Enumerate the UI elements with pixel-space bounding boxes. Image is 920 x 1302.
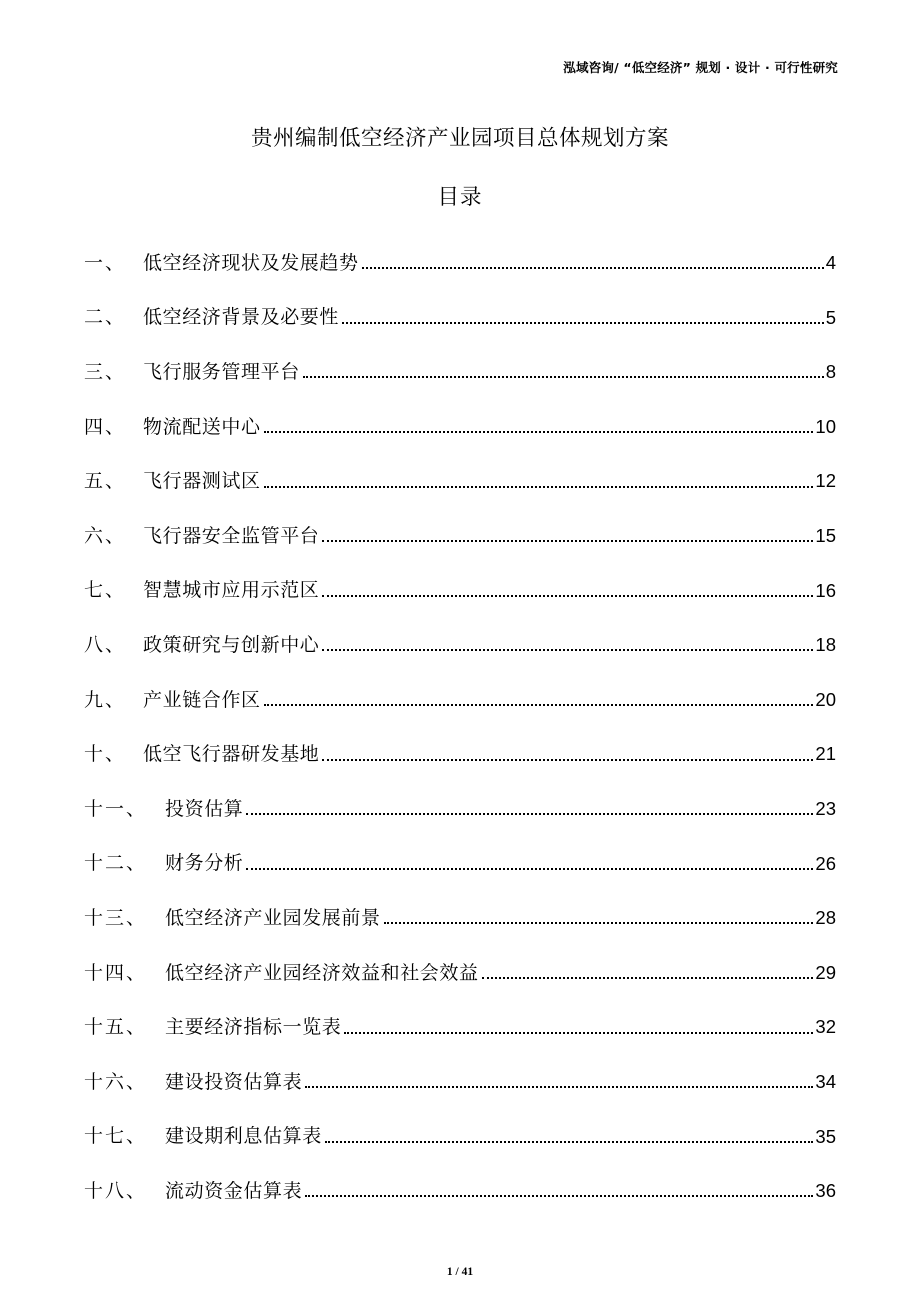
toc-entry[interactable] bbox=[84, 837, 836, 892]
toc-entry-title: 低空飞行器研发基地 bbox=[143, 743, 320, 766]
toc-entry-title: 低空经济产业园经济效益和社会效益 bbox=[165, 961, 479, 984]
toc-dot-leader bbox=[305, 1195, 813, 1197]
toc-entry-page: 29 bbox=[815, 961, 836, 983]
toc-entry-page: 10 bbox=[815, 415, 836, 437]
toc-dot-leader bbox=[322, 540, 813, 542]
toc-entry-title: 财务分析 bbox=[165, 852, 244, 875]
toc-entry[interactable] bbox=[84, 891, 836, 946]
toc-entry[interactable] bbox=[84, 236, 836, 291]
toc-entry[interactable] bbox=[84, 673, 836, 728]
toc-dot-leader bbox=[305, 1086, 813, 1088]
toc-entry-number: 六、 bbox=[84, 524, 127, 547]
toc-entry[interactable] bbox=[84, 727, 836, 782]
toc-entry-title: 飞行器测试区 bbox=[143, 470, 261, 493]
toc-entry-page: 35 bbox=[815, 1125, 836, 1147]
toc-entry-number: 四、 bbox=[84, 415, 127, 438]
toc-entry-title: 流动资金估算表 bbox=[165, 1179, 303, 1202]
toc-entry-page: 18 bbox=[815, 634, 836, 656]
toc-entry-number: 九、 bbox=[84, 688, 127, 711]
toc-entry-number: 十八、 bbox=[84, 1179, 148, 1202]
toc-entry-page: 8 bbox=[825, 361, 836, 383]
toc-entry-title: 产业链合作区 bbox=[143, 688, 261, 711]
toc-entry-page: 21 bbox=[815, 743, 836, 765]
toc-dot-leader bbox=[344, 1032, 813, 1034]
toc-entry[interactable] bbox=[84, 1055, 836, 1110]
toc-entry-number: 十六、 bbox=[84, 1070, 148, 1093]
toc-entry-title: 主要经济指标一览表 bbox=[165, 1016, 342, 1039]
toc-entry-title: 低空经济背景及必要性 bbox=[143, 306, 340, 329]
toc-entry-number: 十、 bbox=[84, 743, 127, 766]
toc-entry-page: 20 bbox=[815, 688, 836, 710]
toc-entry-page: 4 bbox=[825, 252, 836, 274]
toc-dot-leader bbox=[264, 431, 814, 433]
toc-entry-title: 低空经济产业园发展前景 bbox=[165, 906, 381, 929]
toc-entry-page: 36 bbox=[815, 1180, 836, 1202]
toc-entry-page: 5 bbox=[825, 306, 836, 328]
toc-dot-leader bbox=[246, 813, 813, 815]
toc-entry-page: 26 bbox=[815, 852, 836, 874]
toc-heading: 目录 bbox=[437, 185, 483, 210]
toc-entry-number: 十四、 bbox=[84, 961, 148, 984]
toc-entry-number: 十二、 bbox=[84, 852, 148, 875]
toc-entry-title: 政策研究与创新中心 bbox=[143, 633, 320, 656]
toc-dot-leader bbox=[482, 977, 814, 979]
toc-entry-page: 34 bbox=[815, 1070, 836, 1092]
toc-entry[interactable] bbox=[84, 1000, 836, 1055]
toc-entry-page: 32 bbox=[815, 1016, 836, 1038]
toc-dot-leader bbox=[246, 868, 813, 870]
toc-entry-number: 十一、 bbox=[84, 797, 148, 820]
toc-entry-number: 八、 bbox=[84, 633, 127, 656]
toc-entry-page: 15 bbox=[815, 525, 836, 547]
toc-entry-number: 五、 bbox=[84, 470, 127, 493]
toc-entry-number: 十七、 bbox=[84, 1125, 148, 1148]
page-number: 1 / 41 bbox=[446, 1266, 474, 1278]
toc-entry-number: 二、 bbox=[84, 306, 127, 329]
toc-entry-page: 12 bbox=[815, 470, 836, 492]
toc-entry-title: 投资估算 bbox=[165, 797, 244, 820]
toc-dot-leader bbox=[325, 1141, 814, 1143]
toc-entry-title: 智慧城市应用示范区 bbox=[143, 579, 320, 602]
toc-entry[interactable] bbox=[84, 345, 836, 400]
toc-dot-leader bbox=[322, 595, 813, 597]
toc-entry[interactable] bbox=[84, 454, 836, 509]
document-title: 贵州编制低空经济产业园项目总体规划方案 bbox=[250, 126, 669, 151]
toc-entry-title: 建设期利息估算表 bbox=[165, 1125, 322, 1148]
toc-entry-title: 物流配送中心 bbox=[143, 415, 261, 438]
toc-entry[interactable] bbox=[84, 782, 836, 837]
toc-dot-leader bbox=[264, 704, 814, 706]
toc-entry[interactable] bbox=[84, 1164, 836, 1219]
toc-entry-number: 七、 bbox=[84, 579, 127, 602]
toc-entry[interactable] bbox=[84, 509, 836, 564]
toc-entry-number: 十五、 bbox=[84, 1016, 148, 1039]
toc-entry-title: 低空经济现状及发展趋势 bbox=[143, 251, 359, 274]
toc-dot-leader bbox=[384, 922, 814, 924]
toc-entry-title: 飞行器安全监管平台 bbox=[143, 524, 320, 547]
toc-entry-page: 28 bbox=[815, 907, 836, 929]
toc-dot-leader bbox=[342, 322, 824, 324]
toc-entry-title: 飞行服务管理平台 bbox=[143, 360, 300, 383]
toc-entry[interactable] bbox=[84, 564, 836, 619]
toc-entry-title: 建设投资估算表 bbox=[165, 1070, 303, 1093]
toc-entry-number: 十三、 bbox=[84, 906, 148, 929]
toc-dot-leader bbox=[362, 267, 824, 269]
page-header: 泓域咨询/ “低空经济” 规划 · 设计 · 可行性研究 bbox=[563, 60, 838, 75]
toc-entry[interactable] bbox=[84, 618, 836, 673]
toc-dot-leader bbox=[303, 376, 824, 378]
toc-entry-number: 三、 bbox=[84, 360, 127, 383]
toc-entry[interactable] bbox=[84, 291, 836, 346]
toc-entry[interactable] bbox=[84, 946, 836, 1001]
toc-dot-leader bbox=[322, 759, 813, 761]
toc-entry[interactable] bbox=[84, 1110, 836, 1165]
table-of-contents bbox=[84, 236, 836, 1219]
toc-entry[interactable] bbox=[84, 400, 836, 455]
toc-dot-leader bbox=[264, 486, 814, 488]
toc-dot-leader bbox=[322, 649, 813, 651]
toc-entry-number: 一、 bbox=[84, 251, 127, 274]
toc-entry-page: 23 bbox=[815, 797, 836, 819]
toc-entry-page: 16 bbox=[815, 579, 836, 601]
